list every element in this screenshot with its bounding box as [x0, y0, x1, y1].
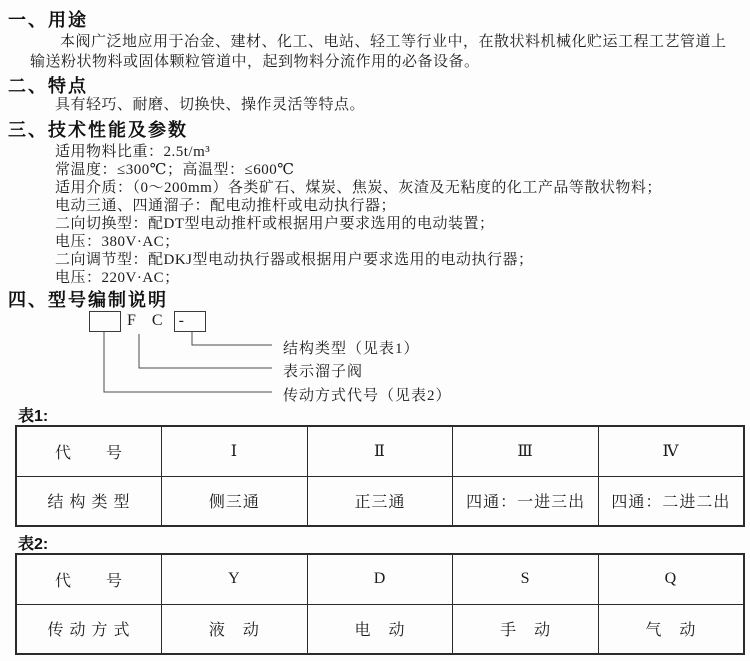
spec-line-electric: 电动三通、四通溜子：配电动推杆或电动执行器； — [55, 198, 397, 214]
callout-structure-type: 结构类型（见表1） — [283, 341, 420, 357]
table1-code-3: Ⅲ — [453, 426, 599, 476]
model-box-structure-code — [174, 311, 206, 332]
table2-mode-hydraulic: 液 动 — [162, 604, 308, 654]
table1-row-code — [16, 426, 744, 476]
spec-line-temperature: 常温度：≤300℃；高温型：≤600℃ — [55, 162, 295, 178]
spec-line-density: 适用物料比重：2.5t/m³ — [55, 144, 211, 160]
table2-code-y: Y — [162, 554, 308, 604]
table2-header-code: 代 号 — [16, 554, 162, 604]
table1-structure-1: 侧三通 — [162, 476, 308, 526]
table1-header-code: 代 号 — [16, 426, 162, 476]
table1-structure-types — [15, 425, 745, 527]
section1-paragraph: 本阀广泛地应用于冶金、建材、化工、电站、轻工等行业中，在散状料机械化贮运工程工艺管道上输送粉状物料或固体颗粒管道中，起到物料分流作用的必备设备。 — [30, 34, 727, 70]
table1-code-1: Ⅰ — [162, 426, 308, 476]
callout-valve-name: 表示溜子阀 — [283, 364, 364, 380]
section3-heading: 三、技术性能及参数 — [8, 120, 188, 140]
table2-caption: 表2: — [18, 536, 49, 553]
spec-line-voltage-380: 电压：380V·AC； — [55, 234, 180, 250]
table1-caption: 表1: — [18, 408, 49, 425]
table1-structure-3: 四通：一进三出 — [453, 476, 599, 526]
model-box-transmission-code — [89, 311, 121, 332]
spec-line-voltage-220: 电压：220V·AC； — [55, 270, 180, 286]
table2-mode-electric: 电 动 — [307, 604, 453, 654]
callout-transmission-code: 传动方式代号（见表2） — [283, 388, 452, 404]
model-code-diagram — [0, 305, 750, 405]
section2-heading: 二、特点 — [8, 76, 88, 96]
table2-row-mode — [16, 604, 744, 654]
table2-row-code — [16, 554, 744, 604]
spec-line-media: 适用介质：（0～200mm）各类矿石、煤炭、焦炭、灰渣及无粘度的化工产品等散状物料； — [55, 180, 662, 196]
table2-code-s: S — [453, 554, 599, 604]
section2-paragraph: 具有轻巧、耐磨、切换快、操作灵活等特点。 — [55, 97, 366, 113]
table2-mode-pneumatic: 气 动 — [598, 604, 744, 654]
table1-code-2: Ⅱ — [307, 426, 453, 476]
table1-structure-2: 正三通 — [307, 476, 453, 526]
table2-mode-manual: 手 动 — [453, 604, 599, 654]
table1-structure-4: 四通：二进二出 — [598, 476, 744, 526]
table1-header-structure: 结 构 类 型 — [16, 476, 162, 526]
table2-code-d: D — [307, 554, 453, 604]
table2-transmission-modes — [15, 553, 745, 655]
spec-line-adjust-type: 二向调节型：配DKJ型电动执行器或根据用户要求选用的电动执行器； — [55, 252, 534, 268]
model-code-text: F C - — [127, 312, 190, 329]
table1-code-4: Ⅳ — [598, 426, 744, 476]
table2-header-mode: 传 动 方 式 — [16, 604, 162, 654]
spec-line-switch-type: 二向切换型：配DT型电动推杆或根据用户要求选用的电动装置； — [55, 216, 495, 232]
table2-code-q: Q — [598, 554, 744, 604]
table1-row-structure — [16, 476, 744, 526]
section1-heading: 一、用途 — [8, 10, 88, 30]
section4-heading: 四、型号编制说明 — [8, 290, 168, 310]
spec-list — [55, 143, 662, 287]
